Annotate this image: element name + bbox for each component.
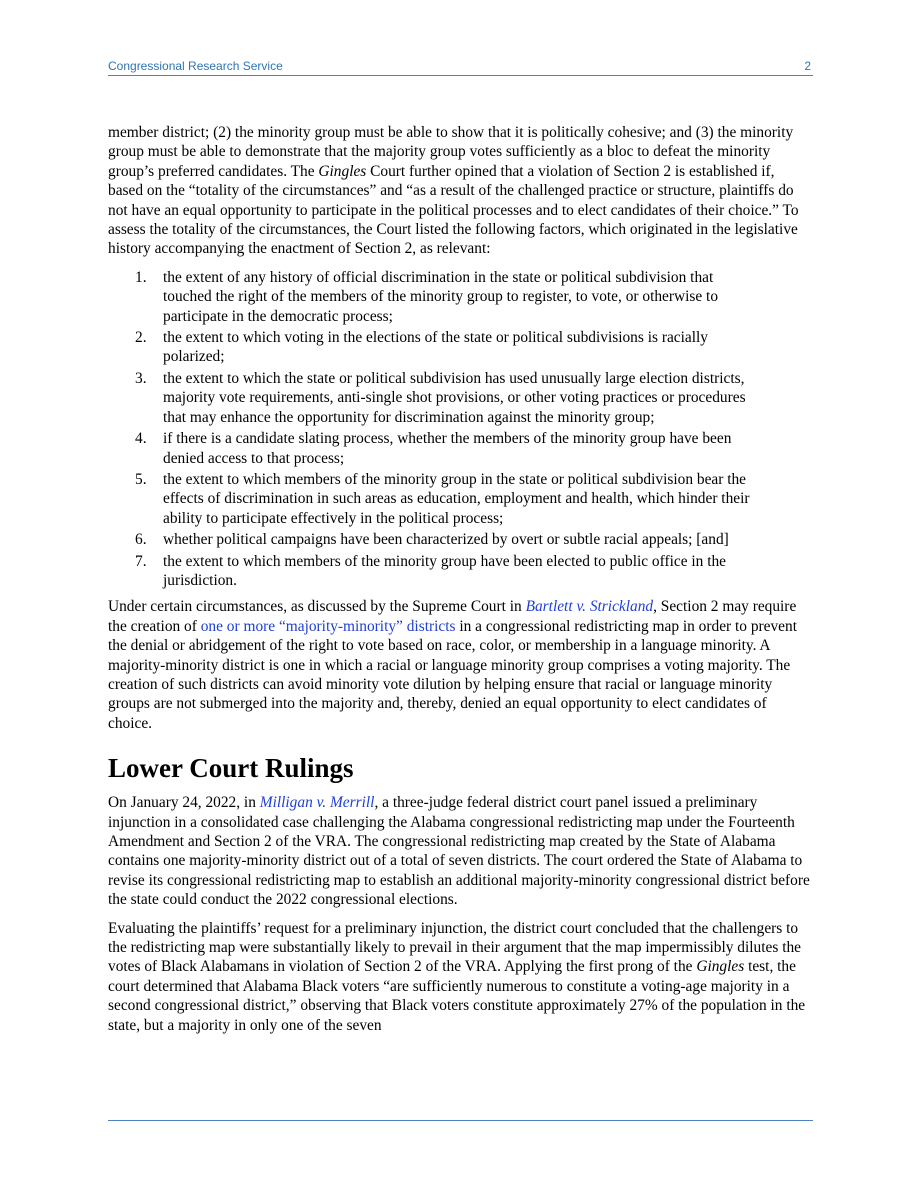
list-item-number: 6.: [135, 531, 147, 549]
list-item-text: the extent to which members of the minority group in the state or political subdivision bear the effects of discrimination in such areas as education, employment and health, which hinder their ability to participate effectively in the political process;: [163, 470, 750, 527]
section-p1-text-1: On January 24, 2022, in: [108, 794, 260, 812]
list-item-number: 1.: [135, 268, 147, 286]
gingles-case-name: Gingles: [696, 958, 745, 976]
section-heading: Lower Court Rulings: [108, 753, 354, 784]
list-item: [108, 328, 756, 367]
majority-minority-districts-link[interactable]: one or more “majority-minority” districts: [200, 617, 456, 635]
gingles-case-name: Gingles: [318, 162, 367, 180]
intro-text-1: member district; (2) the minority group must be able to show that it is politically cohesive; and (3) the minority group must be able to demonstrate that the majority group votes sufficiently as a bloc to defeat the minority group’s preferred candidates. The: [108, 124, 794, 180]
list-item-number: 2.: [135, 329, 147, 347]
majority-minority-paragraph: [108, 597, 813, 733]
list-item-text: the extent to which members of the minority group have been elected to public office in the jurisdiction.: [163, 552, 727, 589]
list-item-text: the extent of any history of official discrimination in the state or political subdivision that touched the right of the members of the minority group to register, to vote, or otherwise to participate in the democratic process;: [163, 268, 719, 325]
document-body: [108, 123, 813, 1044]
section-p2-text-1: Evaluating the plaintiffs’ request for a preliminary injunction, the district court concluded that the challengers to the redistricting map were substantially likely to prevail in their argument that the map impermissibly dilutes the votes of Black Alabamans in violation of Section 2 of the VRA. Applying the first prong of the: [108, 919, 801, 976]
factors-list: [108, 268, 813, 591]
list-item-text: the extent to which the state or political subdivision has used unusually large election districts, majority vote requirements, anti-single shot provisions, or other voting practices or procedures that may enhance the opportunity for discrimination against the minority group;: [163, 369, 746, 426]
page-header: [108, 57, 813, 76]
footer-divider: [108, 1120, 813, 1121]
injunction-paragraph: [108, 919, 813, 1035]
list-item-text: whether political campaigns have been characterized by overt or subtle racial appeals; [and]: [163, 531, 729, 549]
intro-paragraph: [108, 123, 813, 259]
list-item: [108, 552, 756, 591]
list-item: [108, 369, 756, 427]
page-number: 2: [804, 59, 811, 73]
list-item-text: if there is a candidate slating process, whether the members of the minority group have been denied access to that process;: [163, 430, 732, 467]
list-item: [108, 530, 756, 549]
para2-text-3: in a congressional redistricting map in order to prevent the denial or abridgement of the right to vote based on race, color, or membership in a language minority. A majority-minority district is one in which a racial or language minority group comprises a voting majority. The creation of such districts can avoid minority vote dilution by helping ensure that racial or language minority groups are not submerged into the majority and, thereby, denied an equal opportunity to elect candidates of choice.: [108, 617, 797, 732]
list-item: [108, 268, 756, 326]
para2-text-2: , Section 2 may require the creation of: [108, 598, 797, 635]
list-item-number: 3.: [135, 369, 147, 387]
milligan-paragraph: [108, 793, 813, 909]
milligan-link[interactable]: Milligan v. Merrill: [259, 794, 375, 812]
bartlett-link[interactable]: Bartlett v. Strickland: [525, 598, 654, 616]
header-org-name: Congressional Research Service: [108, 59, 283, 73]
list-item: [108, 470, 756, 528]
list-item-number: 4.: [135, 430, 147, 448]
intro-text-2: Court further opined that a violation of Section 2 is established if, based on the “totality of the circumstances” and “as a result of the challenged practice or structure, plaintiffs do not have an equal opportunity to participate in the political processes and to elect candidates of their choice.” To assess the totality of the circumstances, the Court listed the following factors, which originated in the legislative history accompanying the enactment of Section 2, as relevant:: [108, 162, 799, 258]
list-item-number: 7.: [135, 552, 147, 570]
section-p2-text-2: test, the court determined that Alabama Black voters “are sufficiently numerous to constitute a voting-age majority in a second congressional district,” observing that Black voters constitute approximately 27% of the population in the state, but a majority in only one of the seven: [108, 958, 806, 1034]
para2-text-1: Under certain circumstances, as discussed by the Supreme Court in: [108, 598, 526, 616]
section-p1-text-2: , a three-judge federal district court panel issued a preliminary injunction in a consolidated case challenging the Alabama congressional redistricting map under the Fourteenth Amendment and Section 2 of the VRA. The congressional redistricting map created by the State of Alabama contains one majority-minority district out of a total of seven districts. The court ordered the State of Alabama to revise its congressional redistricting map to establish an additional majority-minority congressional district before the state could conduct the 2022 congressional elections.: [108, 794, 810, 909]
list-item-text: the extent to which voting in the elections of the state or political subdivisions is racially polarized;: [163, 329, 708, 366]
list-item: [108, 429, 756, 468]
list-item-number: 5.: [135, 470, 147, 488]
